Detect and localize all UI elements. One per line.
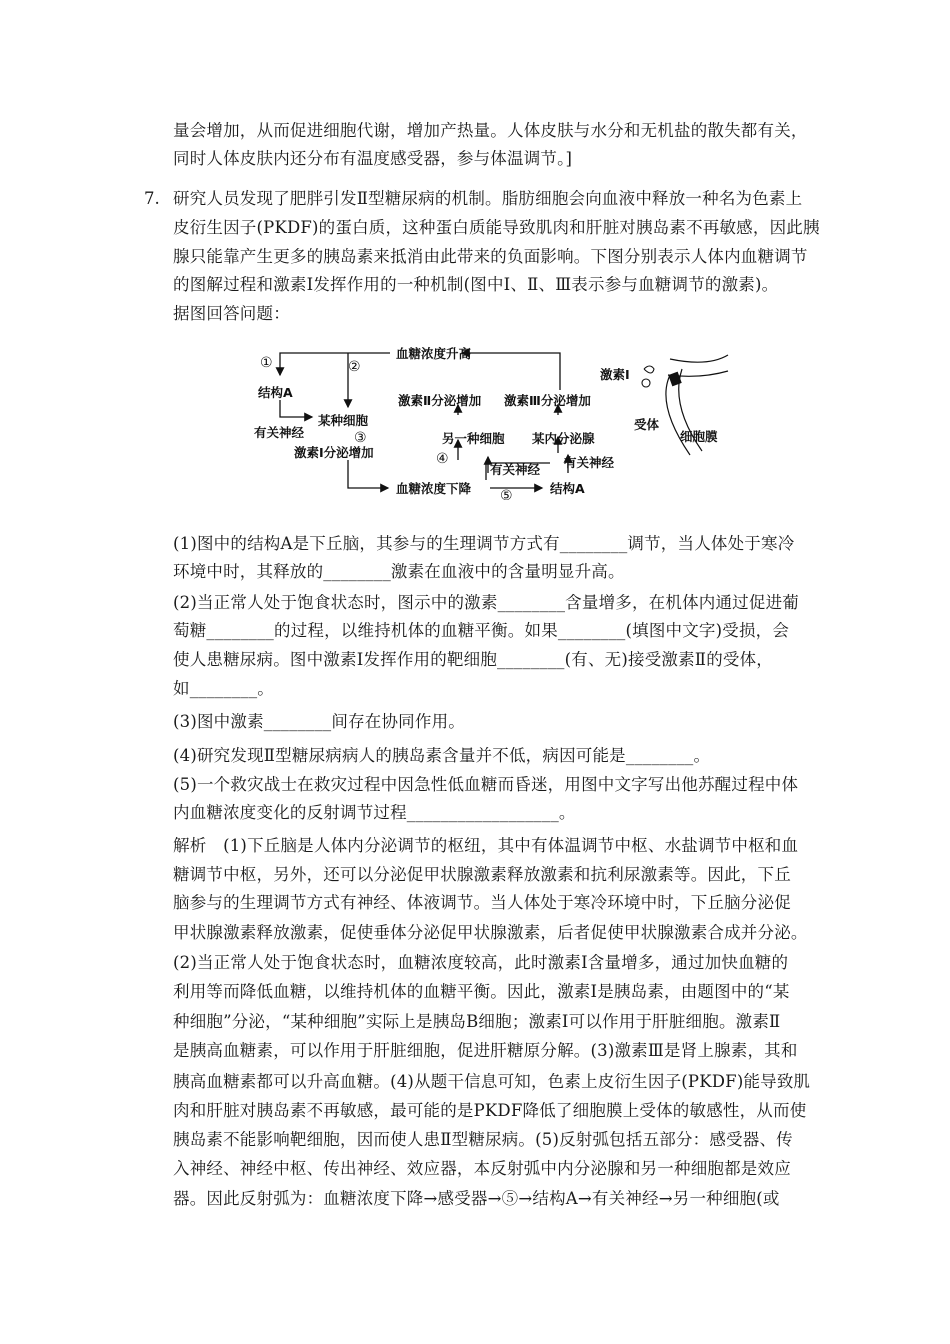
label-endocrine-gland: 某内分泌腺 (532, 431, 595, 446)
text-line: 脑参与的生理调节方式有神经、体液调节。当人体处于寒冷环境中时，下丘脑分泌促 (173, 893, 791, 912)
label-hormone1: 激素Ⅰ (600, 367, 630, 382)
label-some-cell: 某种细胞 (318, 413, 369, 428)
text-line: 是胰高血糖素，可以作用于肝脏细胞，促进肝糖原分解。(3)激素Ⅲ是肾上腺素，其和 (173, 1041, 798, 1060)
label-blood-glucose-rise: 血糖浓度升高 (396, 346, 472, 361)
text-line: 研究人员发现了肥胖引发Ⅱ型糖尿病的机制。脂肪细胞会向血液中释放一种名为色素上 (173, 189, 803, 208)
text-line: 腺只能靠产生更多的胰岛素来抵消由此带来的负面影响。下图分别表示人体内血糖调节 (173, 247, 808, 266)
text-line: 据图回答问题： (173, 304, 290, 323)
text-line: 糖调节中枢，另外，还可以分泌促甲状腺激素释放激素和抗利尿激素等。因此，下丘 (173, 865, 791, 884)
text-line: 皮衍生因子(PKDF)的蛋白质，这种蛋白质能导致肌肉和肝脏对胰岛素不再敏感，因此胰 (173, 218, 820, 237)
label-membrane: 细胞膜 (680, 429, 718, 444)
text-line: 甲状腺激素释放激素，促使垂体分泌促甲状腺激素，后者促使甲状腺激素合成并分泌。 (173, 923, 808, 942)
text-line: 胰岛素不能影响靶细胞，因而使人患Ⅱ型糖尿病。(5)反射弧包括五部分：感受器、传 (173, 1130, 793, 1149)
label-structure-a-left: 结构A (258, 385, 293, 400)
text-line: 利用等而降低血糖，以维持机体的血糖平衡。因此，激素Ⅰ是胰岛素，由题图中的“某 (173, 982, 790, 1001)
label-another-cell: 另一种细胞 (442, 431, 505, 446)
label-hormone3-secretion: 激素Ⅲ分泌增加 (504, 393, 591, 408)
label-nerve-right: 有关神经 (564, 455, 615, 470)
text-line: (1)图中的结构A是下丘脑，其参与的生理调节方式有________调节，当人体处于寒冷 (173, 534, 795, 553)
text-line: 量会增加，从而促进细胞代谢，增加产热量。人体皮肤与水分和无机盐的散失都有关， (173, 121, 808, 140)
text-line: (4)研究发现Ⅱ型糖尿病病人的胰岛素含量并不低，病因可能是________。 (173, 746, 711, 765)
text-line: 的图解过程和激素Ⅰ发挥作用的一种机制(图中Ⅰ、Ⅱ、Ⅲ表示参与血糖调节的激素)。 (173, 275, 779, 294)
text-line: 器。因此反射弧为：血糖浓度下降→感受器→⑤→结构A→有关神经→另一种细胞(或 (173, 1189, 780, 1208)
text-line: 解析 (1)下丘脑是人体内分泌调节的枢纽，其中有体温调节中枢、水盐调节中枢和血 (173, 836, 799, 855)
text-line: 使人患糖尿病。图中激素Ⅰ发挥作用的靶细胞________(有、无)接受激素Ⅱ的受体， (173, 650, 774, 669)
text-line: 入神经、神经中枢、传出神经、效应器，本反射弧中内分泌腺和另一种细胞都是效应 (173, 1159, 791, 1178)
text-line: (2)当正常人处于饱食状态时，图示中的激素________含量增多，在机体内通过促进葡 (173, 593, 799, 612)
circle-1: ① (260, 355, 273, 371)
text-line: (3)图中激素________间存在协同作用。 (173, 712, 465, 731)
text-line: 如________。 (173, 679, 274, 698)
text-line: 内血糖浓度变化的反射调节过程__________________。 (173, 803, 576, 822)
circle-3: ③ (354, 430, 367, 446)
text-line: (5)一个救灾战士在救灾过程中因急性低血糖而昏迷，用图中文字写出他苏醒过程中体 (173, 775, 799, 794)
label-receptor: 受体 (634, 417, 660, 432)
text-line: 萄糖________的过程，以维持机体的血糖平衡。如果________(填图中文字)受损，会 (173, 621, 790, 640)
text-line: 同时人体皮肤内还分布有温度感受器，参与体温调节。] (173, 149, 573, 168)
question-number: 7. (144, 189, 160, 208)
text-line: 种细胞”分泌，“某种细胞”实际上是胰岛B细胞；激素Ⅰ可以作用于肝脏细胞。激素Ⅱ (173, 1012, 781, 1031)
text-line: 环境中时，其释放的________激素在血液中的含量明显升高。 (173, 562, 625, 581)
label-structure-a-right: 结构A (550, 481, 585, 496)
label-hormone2-secretion: 激素Ⅱ分泌增加 (398, 393, 482, 408)
circle-2: ② (348, 359, 361, 375)
text-line: 胰高血糖素都可以升高血糖。(4)从题干信息可知，色素上皮衍生因子(PKDF)能导致肌 (173, 1072, 811, 1091)
text-line: (2)当正常人处于饱食状态时，血糖浓度较高，此时激素Ⅰ含量增多，通过加快血糖的 (173, 953, 789, 972)
circle-4: ④ (436, 451, 449, 467)
label-blood-glucose-fall: 血糖浓度下降 (396, 481, 472, 496)
label-nerve-left: 有关神经 (254, 425, 305, 440)
blood-glucose-regulation-diagram (250, 345, 730, 500)
circle-5: ⑤ (500, 488, 513, 500)
label-nerve-mid: 有关神经 (490, 462, 541, 477)
text-line: 肉和肝脏对胰岛素不再敏感，最可能的是PKDF降低了细胞膜上受体的敏感性，从而使 (173, 1101, 807, 1120)
label-hormone1-secretion: 激素Ⅰ分泌增加 (294, 445, 374, 460)
